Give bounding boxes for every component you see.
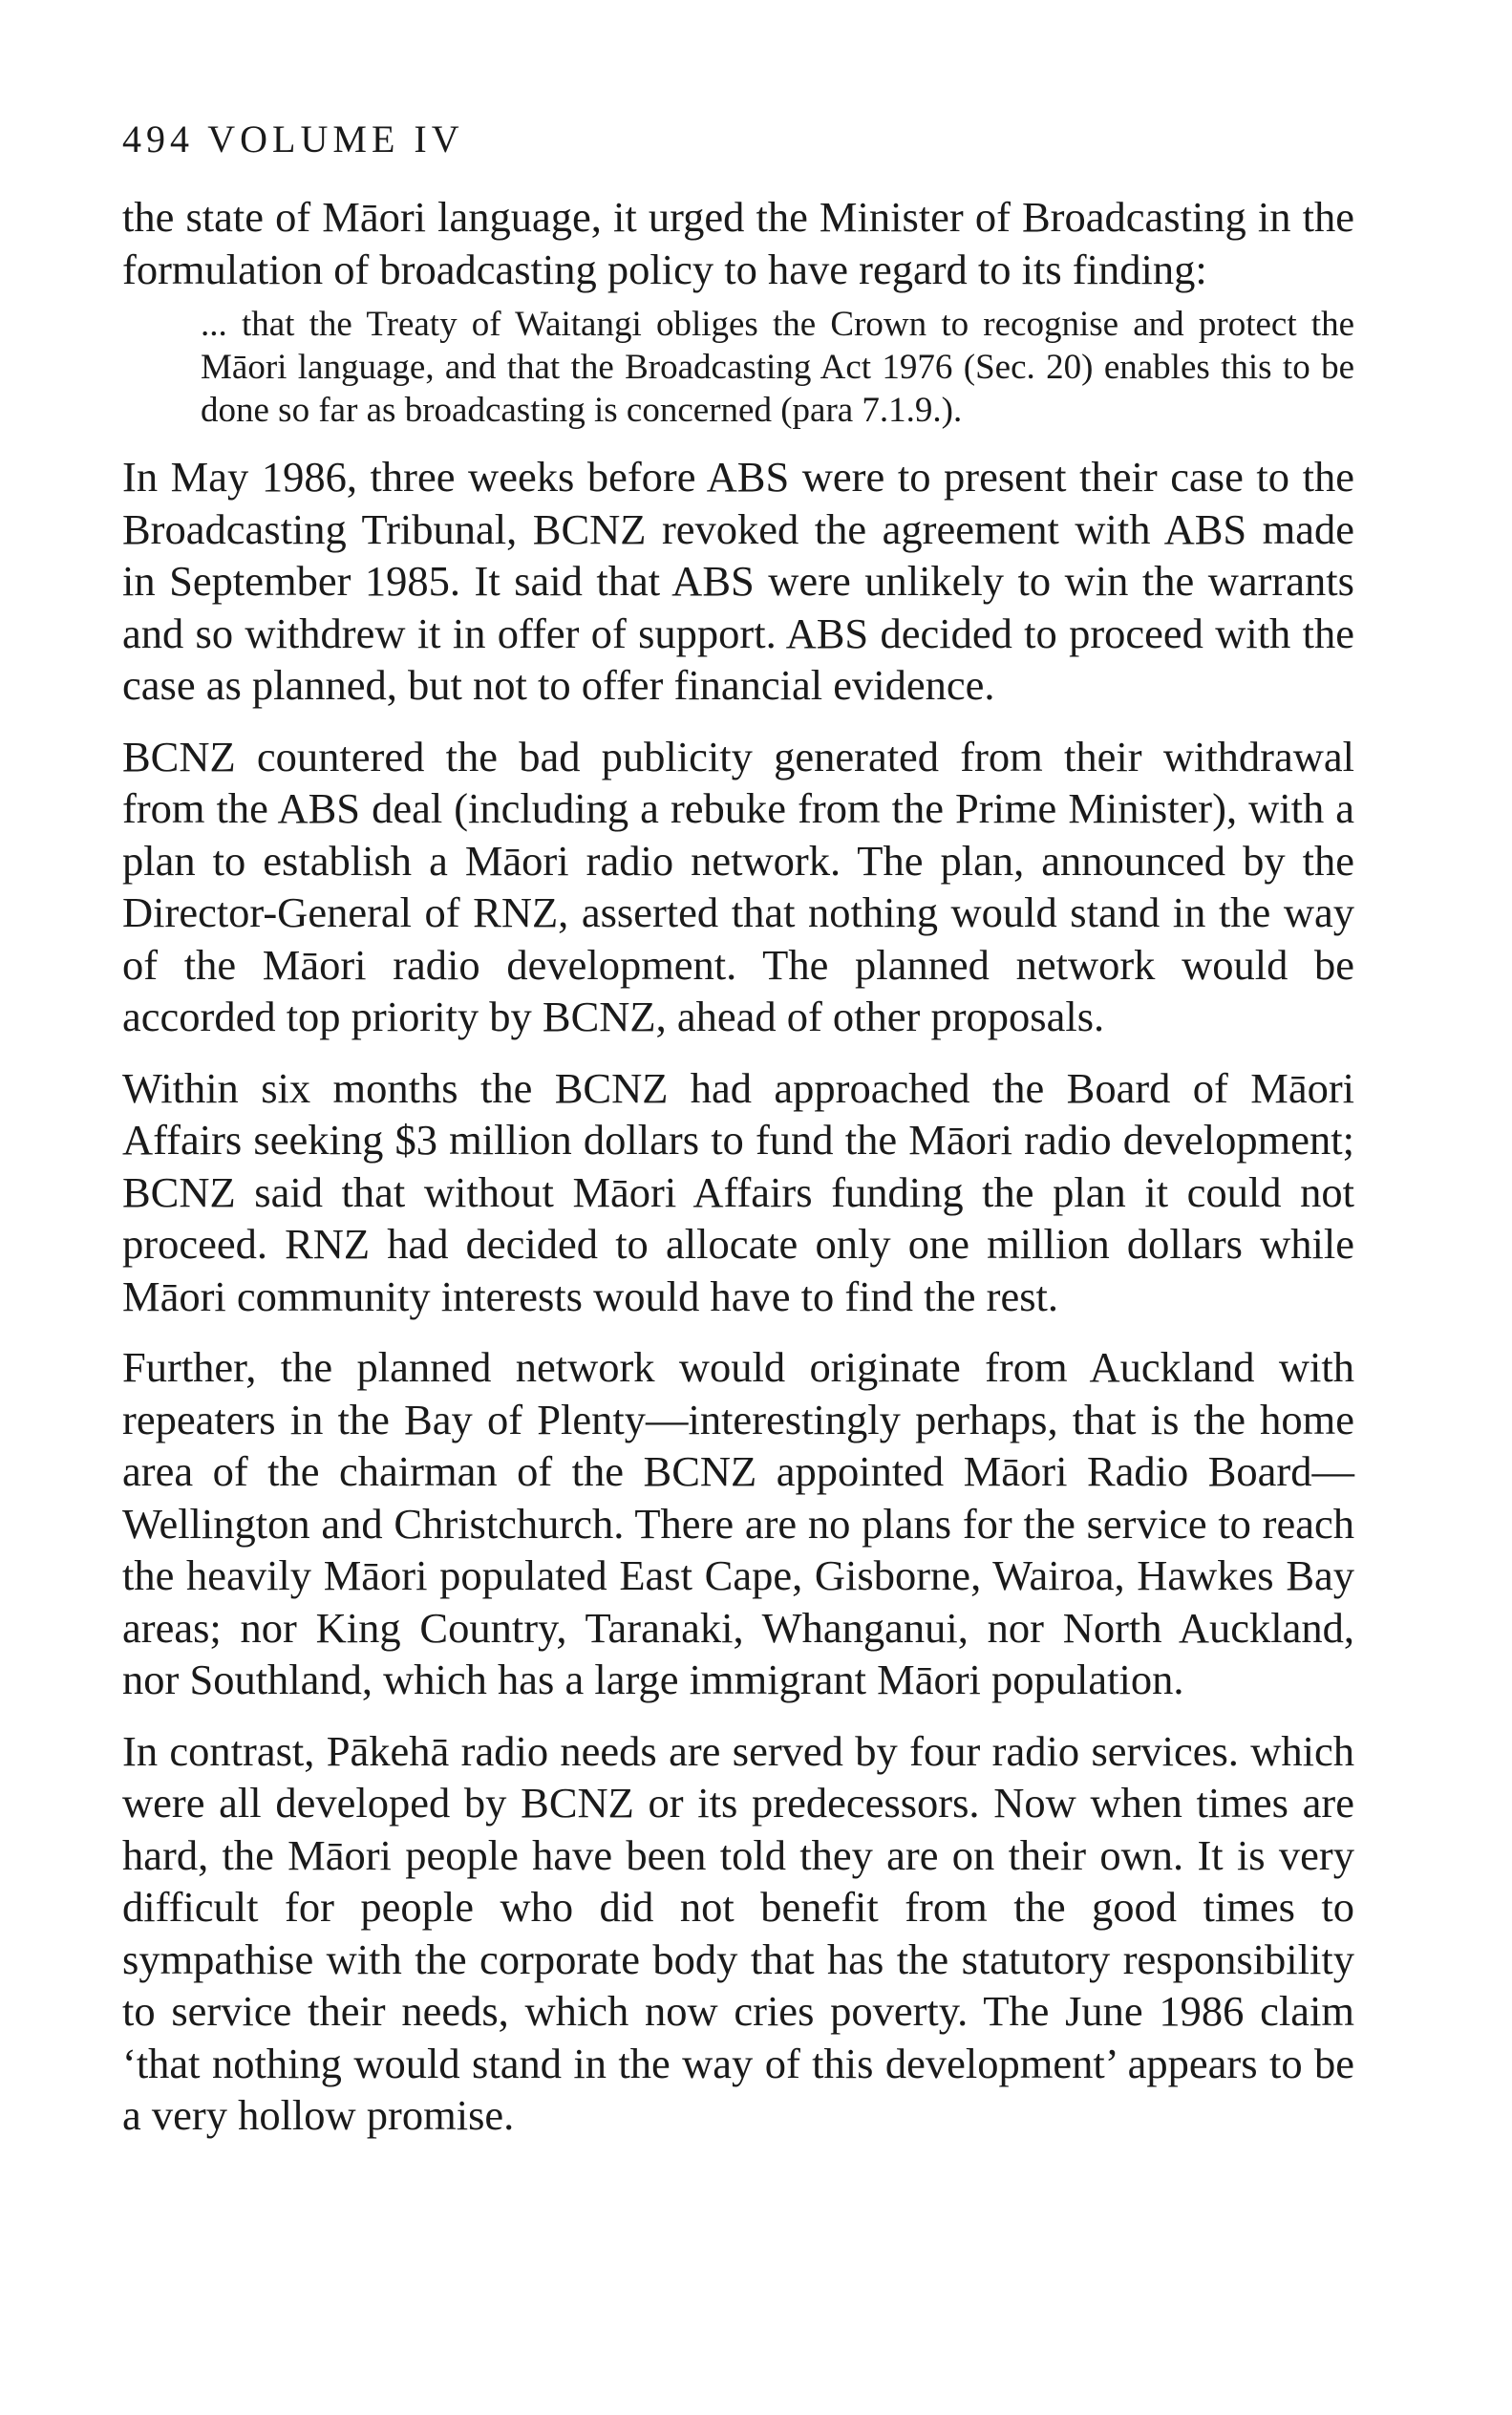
running-head: 494 VOLUME IV: [122, 118, 464, 160]
paragraph-3: BCNZ countered the bad publicity generated from their withdrawal from the ABS deal (including a rebuke from the Prime Minister), with a plan to establish a Māori radio network. The plan, announced by the Director-General of RNZ, asserted that nothing would stand in the way of the Māori radio development. The planned network would be accorded top priority by BCNZ, ahead of other proposals.: [122, 732, 1354, 1040]
block-quote: ... that the Treaty of Waitangi obliges the Crown to recognise and protect the Māori language, and that the Broadcasting Act 1976 (Sec. 20) enables this to be done so far as broadcasting is concerned (para 7.1.9.).: [201, 305, 1354, 430]
paragraph-5: Further, the planned network would originate from Auckland with repeaters in the Bay of Plenty—interestingly perhaps, that is the home area of the chairman of the BCNZ appointed Māori Radio Board—Wellington and Christchurch. There are no plans for the service to reach the heavily Māori populated East Cape, Gisborne, Wairoa, Hawkes Bay areas; nor King Country, Taranaki, Whanganui, nor North Auckland, nor Southland, which has a large immigrant Māori population.: [122, 1343, 1354, 1703]
page: [122, 115, 1354, 2142]
paragraph-6: In contrast, Pākehā radio needs are served by four radio services. which were all developed by BCNZ or its predecessors. Now when times are hard, the Māori people have been told they are on their own. It is very difficult for people who did not benefit from the good times to sympathise with the corporate body that has the statutory responsibility to service their needs, which now cries poverty. The June 1986 claim ‘that nothing would stand in the way of this development’ appears to be a very hollow promise.: [122, 1726, 1354, 2139]
paragraph-2: In May 1986, three weeks before ABS were to present their case to the Broadcasting Tribunal, BCNZ revoked the agreement with ABS made in September 1985. It said that ABS were unlikely to win the warrants and so withdrew it in offer of support. ABS decided to proceed with the case as planned, but not to offer financial evidence.: [122, 453, 1354, 709]
paragraph-4: Within six months the BCNZ had approached the Board of Māori Affairs seeking $3 million dollars to fund the Māori radio development; BCNZ said that without Māori Affairs funding the plan it could not proceed. RNZ had decided to allocate only one million dollars while Māori community interests would have to find the rest.: [122, 1063, 1354, 1320]
paragraph-1: the state of Māori language, it urged the Minister of Broadcasting in the formulation of broadcasting policy to have regard to its finding:: [122, 193, 1354, 293]
